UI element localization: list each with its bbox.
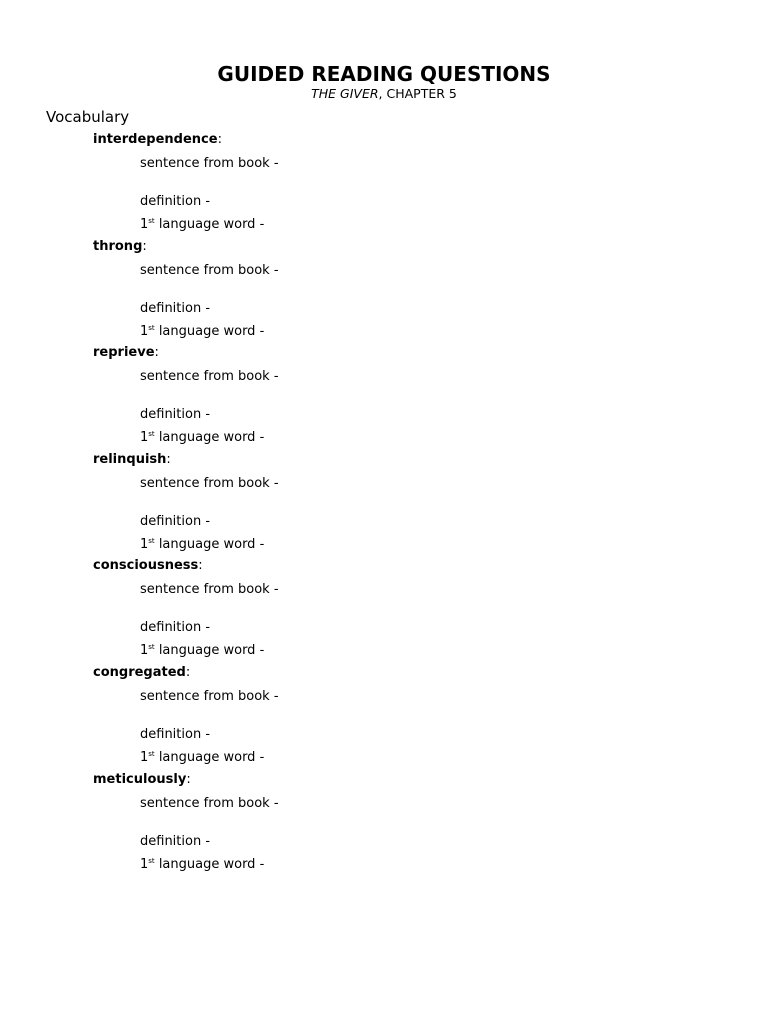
sentence-prompt: sentence from book - [140,582,279,598]
definition-prompt: definition - [140,620,211,636]
vocab-word: meticulously [93,771,187,787]
vocab-term [93,664,190,682]
ordinal-number: 1 [140,536,149,552]
ordinal-number: 1 [140,643,149,659]
language-word-label: language word - [154,536,265,552]
sentence-prompt: sentence from book - [140,475,279,491]
vocab-entry [0,664,768,771]
vocab-word: consciousness [93,558,199,574]
section-heading-vocabulary: Vocabulary [46,108,130,126]
vocab-word: congregated [93,664,186,680]
vocab-entry [0,557,768,664]
definition-prompt: definition - [140,513,211,529]
language-word-label: language word - [154,217,265,232]
sentence-prompt: sentence from book - [140,795,279,811]
vocab-term [93,344,159,362]
sentence-prompt: sentence from book - [140,156,279,171]
term-colon: : [217,132,222,147]
term-colon: : [142,238,147,254]
vocab-term [93,451,171,469]
vocab-entry [0,344,768,451]
vocab-word: relinquish [93,451,167,467]
term-colon: : [198,558,203,574]
language-word-label: language word - [154,749,265,765]
vocabulary-list [0,131,768,877]
definition-prompt: definition - [140,300,211,316]
language-word-label: language word - [154,856,265,872]
vocab-entry [0,451,768,558]
sentence-prompt: sentence from book - [140,369,279,385]
definition-prompt: definition - [140,194,211,209]
vocab-entry [0,771,768,878]
ordinal-suffix: st [148,536,155,545]
vocab-term [93,771,191,789]
language-word-label: language word - [154,323,265,339]
term-colon: : [154,345,159,361]
term-colon: : [166,451,171,467]
vocab-word: interdependence [93,132,218,147]
ordinal-suffix: st [148,323,155,332]
ordinal-number: 1 [140,430,149,446]
ordinal-suffix: st [148,856,155,865]
ordinal-number: 1 [140,323,149,339]
ordinal-suffix: st [148,749,155,758]
language-word-prompt [140,536,264,554]
page-title: GUIDED READING QUESTIONS [217,62,551,86]
language-word-label: language word - [154,643,265,659]
ordinal-suffix: st [148,217,155,225]
vocab-term [93,131,222,149]
vocab-entry [0,238,768,345]
language-word-prompt [140,642,264,660]
language-word-prompt [140,429,264,447]
language-word-label: language word - [154,430,265,446]
term-colon: : [186,771,191,787]
page-subtitle [0,86,768,102]
vocab-word: throng [93,238,143,254]
ordinal-suffix: st [148,430,155,439]
ordinal-number: 1 [140,856,149,872]
language-word-prompt [140,216,264,234]
ordinal-suffix: st [148,643,155,652]
language-word-prompt [140,856,264,874]
vocab-entry [0,131,768,238]
vocab-term [93,238,147,256]
book-title: THE GIVER [311,86,379,101]
term-colon: : [185,664,191,680]
vocab-term [93,557,203,575]
chapter-label: , CHAPTER 5 [378,86,457,101]
definition-prompt: definition - [140,833,211,849]
sentence-prompt: sentence from book - [140,262,279,278]
vocab-word: reprieve [93,345,155,361]
ordinal-number: 1 [140,749,149,765]
definition-prompt: definition - [140,407,211,423]
language-word-prompt [140,323,264,341]
language-word-prompt [140,749,264,767]
definition-prompt: definition - [140,726,211,742]
sentence-prompt: sentence from book - [140,688,279,704]
ordinal-number: 1 [140,217,149,232]
